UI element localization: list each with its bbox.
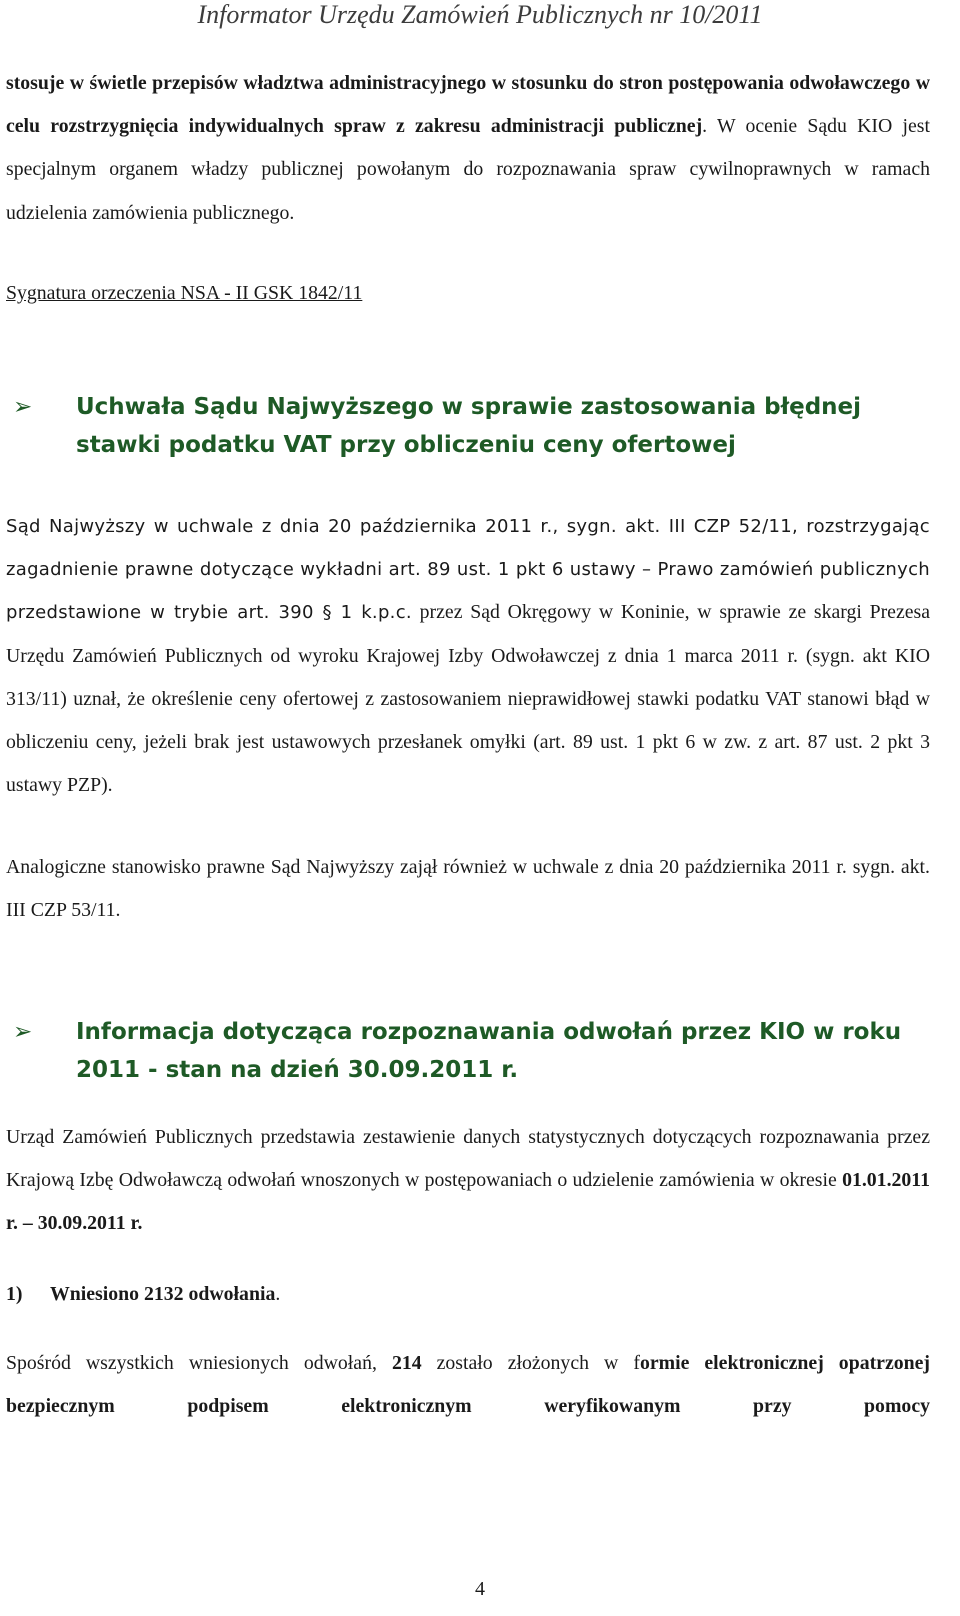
section-heading-kio [13, 1013, 933, 1089]
paragraph-text: zostało złożonych w f [421, 1352, 640, 1374]
page-header: Informator Urzędu Zamówień Publicznych nr 10/2011 [197, 0, 763, 29]
arrow-bullet-icon: ➢ [13, 394, 33, 420]
heading-text: Uchwała Sądu Najwyższego w sprawie zastosowania błędnej stawki podatku VAT przy obliczeniu ceny ofertowej [76, 394, 862, 458]
section-heading-vat [13, 388, 933, 464]
arrow-bullet-icon: ➢ [13, 1019, 33, 1045]
sans-text: Sąd Najwyższy w uchwale z dnia 20 października 2011 r., sygn. akt. III CZP 52/11, rozstrzygając zagadnienie prawne dotyczące wykładni art. 89 ust. 1 pkt 6 ustawy – Prawo zamówień publicznych przedstawione w trybie art. 390 § 1 k.p.c. [6, 516, 930, 624]
ruling-signature: Sygnatura orzeczenia NSA - II GSK 1842/11 [6, 282, 363, 304]
list-text: Wniesiono 2132 odwołania [50, 1283, 276, 1305]
page-number: 4 [475, 1578, 485, 1600]
list-item: 1) Wniesiono 2132 odwołania. [6, 1280, 280, 1308]
bold-text: ormie elektronicznej opatrzonej bezpiecznym podpisem elektronicznym weryfikowanym przy pomocy [6, 1352, 930, 1418]
paragraph-resolution [6, 505, 930, 807]
paragraph-text: . W ocenie Sądu KIO jest specjalnym organem władzy publicznej powołanym do rozpoznawania spraw cywilnoprawnych w ramach udzielenia zamówienia publicznego. [6, 115, 930, 224]
paragraph-electronic [6, 1342, 930, 1428]
count-text: 214 [391, 1352, 422, 1374]
paragraph-statistics [6, 1116, 930, 1246]
paragraph-text: przez Sąd Okręgowy w Koninie, w sprawie ze skargi Prezesa Urzędu Zamówień Publicznych od wyroku Krajowej Izby Odwoławczej z dnia 1 marca 2011 r. (sygn. akt KIO 313/11) uznał, że określenie ceny ofertowej z zastosowaniem nieprawidłowej stawki podatku VAT stanowi błąd w obliczeniu ceny, jeżeli brak jest ustawowych przesłanek omyłki (art. 89 ust. 1 pkt 6 w zw. z art. 87 ust. 2 pkt 3 ustawy PZP). [6, 601, 931, 797]
paragraph-text: Urząd Zamówień Publicznych przedstawia zestawienie danych statystycznych dotyczących rozpoznawania przez Krajową Izbę Odwoławczą odwołań wnoszonych w postępowaniach o udzielenie zamówienia w okresie [6, 1126, 930, 1192]
paragraph-nsa-ruling [6, 62, 930, 235]
paragraph-analogous: Analogiczne stanowisko prawne Sąd Najwyższy zajął również w uchwale z dnia 20 października 2011 r. sygn. akt. III CZP 53/11. [6, 856, 930, 922]
period-text: 01.01.2011 r. – 30.09.2011 r. [6, 1169, 930, 1235]
paragraph-text: Spośród wszystkich wniesionych odwołań, [6, 1352, 392, 1374]
bold-text: stosuje w świetle przepisów władztwa administracyjnego w stosunku do stron postępowania odwoławczego w celu rozstrzygnięcia indywidualnych spraw z zakresu administracji publicznej [6, 72, 930, 138]
list-number: 1) [6, 1283, 23, 1305]
heading-text: Informacja dotycząca rozpoznawania odwołań przez KIO w roku 2011 - stan na dzień 30.09.2011 r. [76, 1019, 902, 1083]
